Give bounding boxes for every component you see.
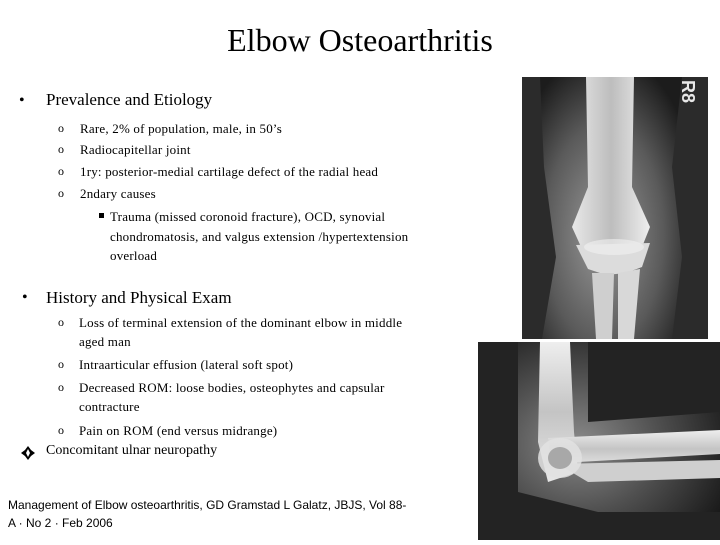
list-item: Decreased ROM: loose bodies, osteophytes and capsular	[79, 380, 385, 395]
sub-item-line: Trauma (missed coronoid fracture), OCD, synovial	[110, 209, 386, 224]
sub-item-line: overload	[110, 248, 158, 263]
circle-marker: o	[58, 357, 64, 371]
xray-elbow-ap-image	[522, 77, 708, 339]
xray-elbow-lateral-image	[478, 342, 720, 540]
section-bullet: •	[19, 92, 25, 109]
section-bullet: •	[22, 289, 28, 306]
circle-marker: o	[58, 315, 64, 329]
circle-marker: o	[58, 121, 64, 135]
section-heading-prevalence: Prevalence and Etiology	[46, 90, 213, 109]
list-item: Loss of terminal extension of the dominant elbow in middle	[79, 315, 403, 330]
list-item: 2ndary causes	[80, 186, 156, 201]
citation-line: A · No 2 · Feb 2006	[8, 516, 113, 530]
xray-marker-label: R8	[678, 79, 699, 104]
citation-line: Management of Elbow osteoarthritis, GD Gramstad L Galatz, JBJS, Vol 88-	[8, 498, 407, 512]
circle-marker: o	[58, 186, 64, 200]
square-bullet-icon	[99, 213, 104, 218]
section-heading-history: History and Physical Exam	[46, 288, 232, 307]
list-item: 1ry: posterior-medial cartilage defect of the radial head	[80, 164, 379, 179]
sub-item-line: chondromatosis, and valgus extension /hypertextension	[110, 229, 409, 244]
list-item: Pain on ROM (end versus midrange)	[79, 423, 278, 438]
list-item: Intraarticular effusion (lateral soft spot)	[79, 357, 294, 372]
xray-elbow-lateral-icon	[478, 342, 720, 540]
page-title: Elbow Osteoarthritis	[227, 22, 493, 58]
concomitant-item: Concomitant ulnar neuropathy	[46, 443, 218, 458]
list-item: Radiocapitellar joint	[80, 142, 191, 157]
list-item-continuation: contracture	[79, 399, 140, 414]
circle-marker: o	[58, 423, 64, 437]
citation	[8, 496, 468, 532]
list-item-continuation: aged man	[79, 334, 131, 349]
list-item: Rare, 2% of population, male, in 50’s	[80, 121, 282, 136]
circle-marker: o	[58, 164, 64, 178]
diamond-bullet-icon	[21, 446, 35, 460]
circle-marker: o	[58, 380, 64, 394]
xray-elbow-ap-icon	[522, 77, 708, 339]
circle-marker: o	[58, 142, 64, 156]
